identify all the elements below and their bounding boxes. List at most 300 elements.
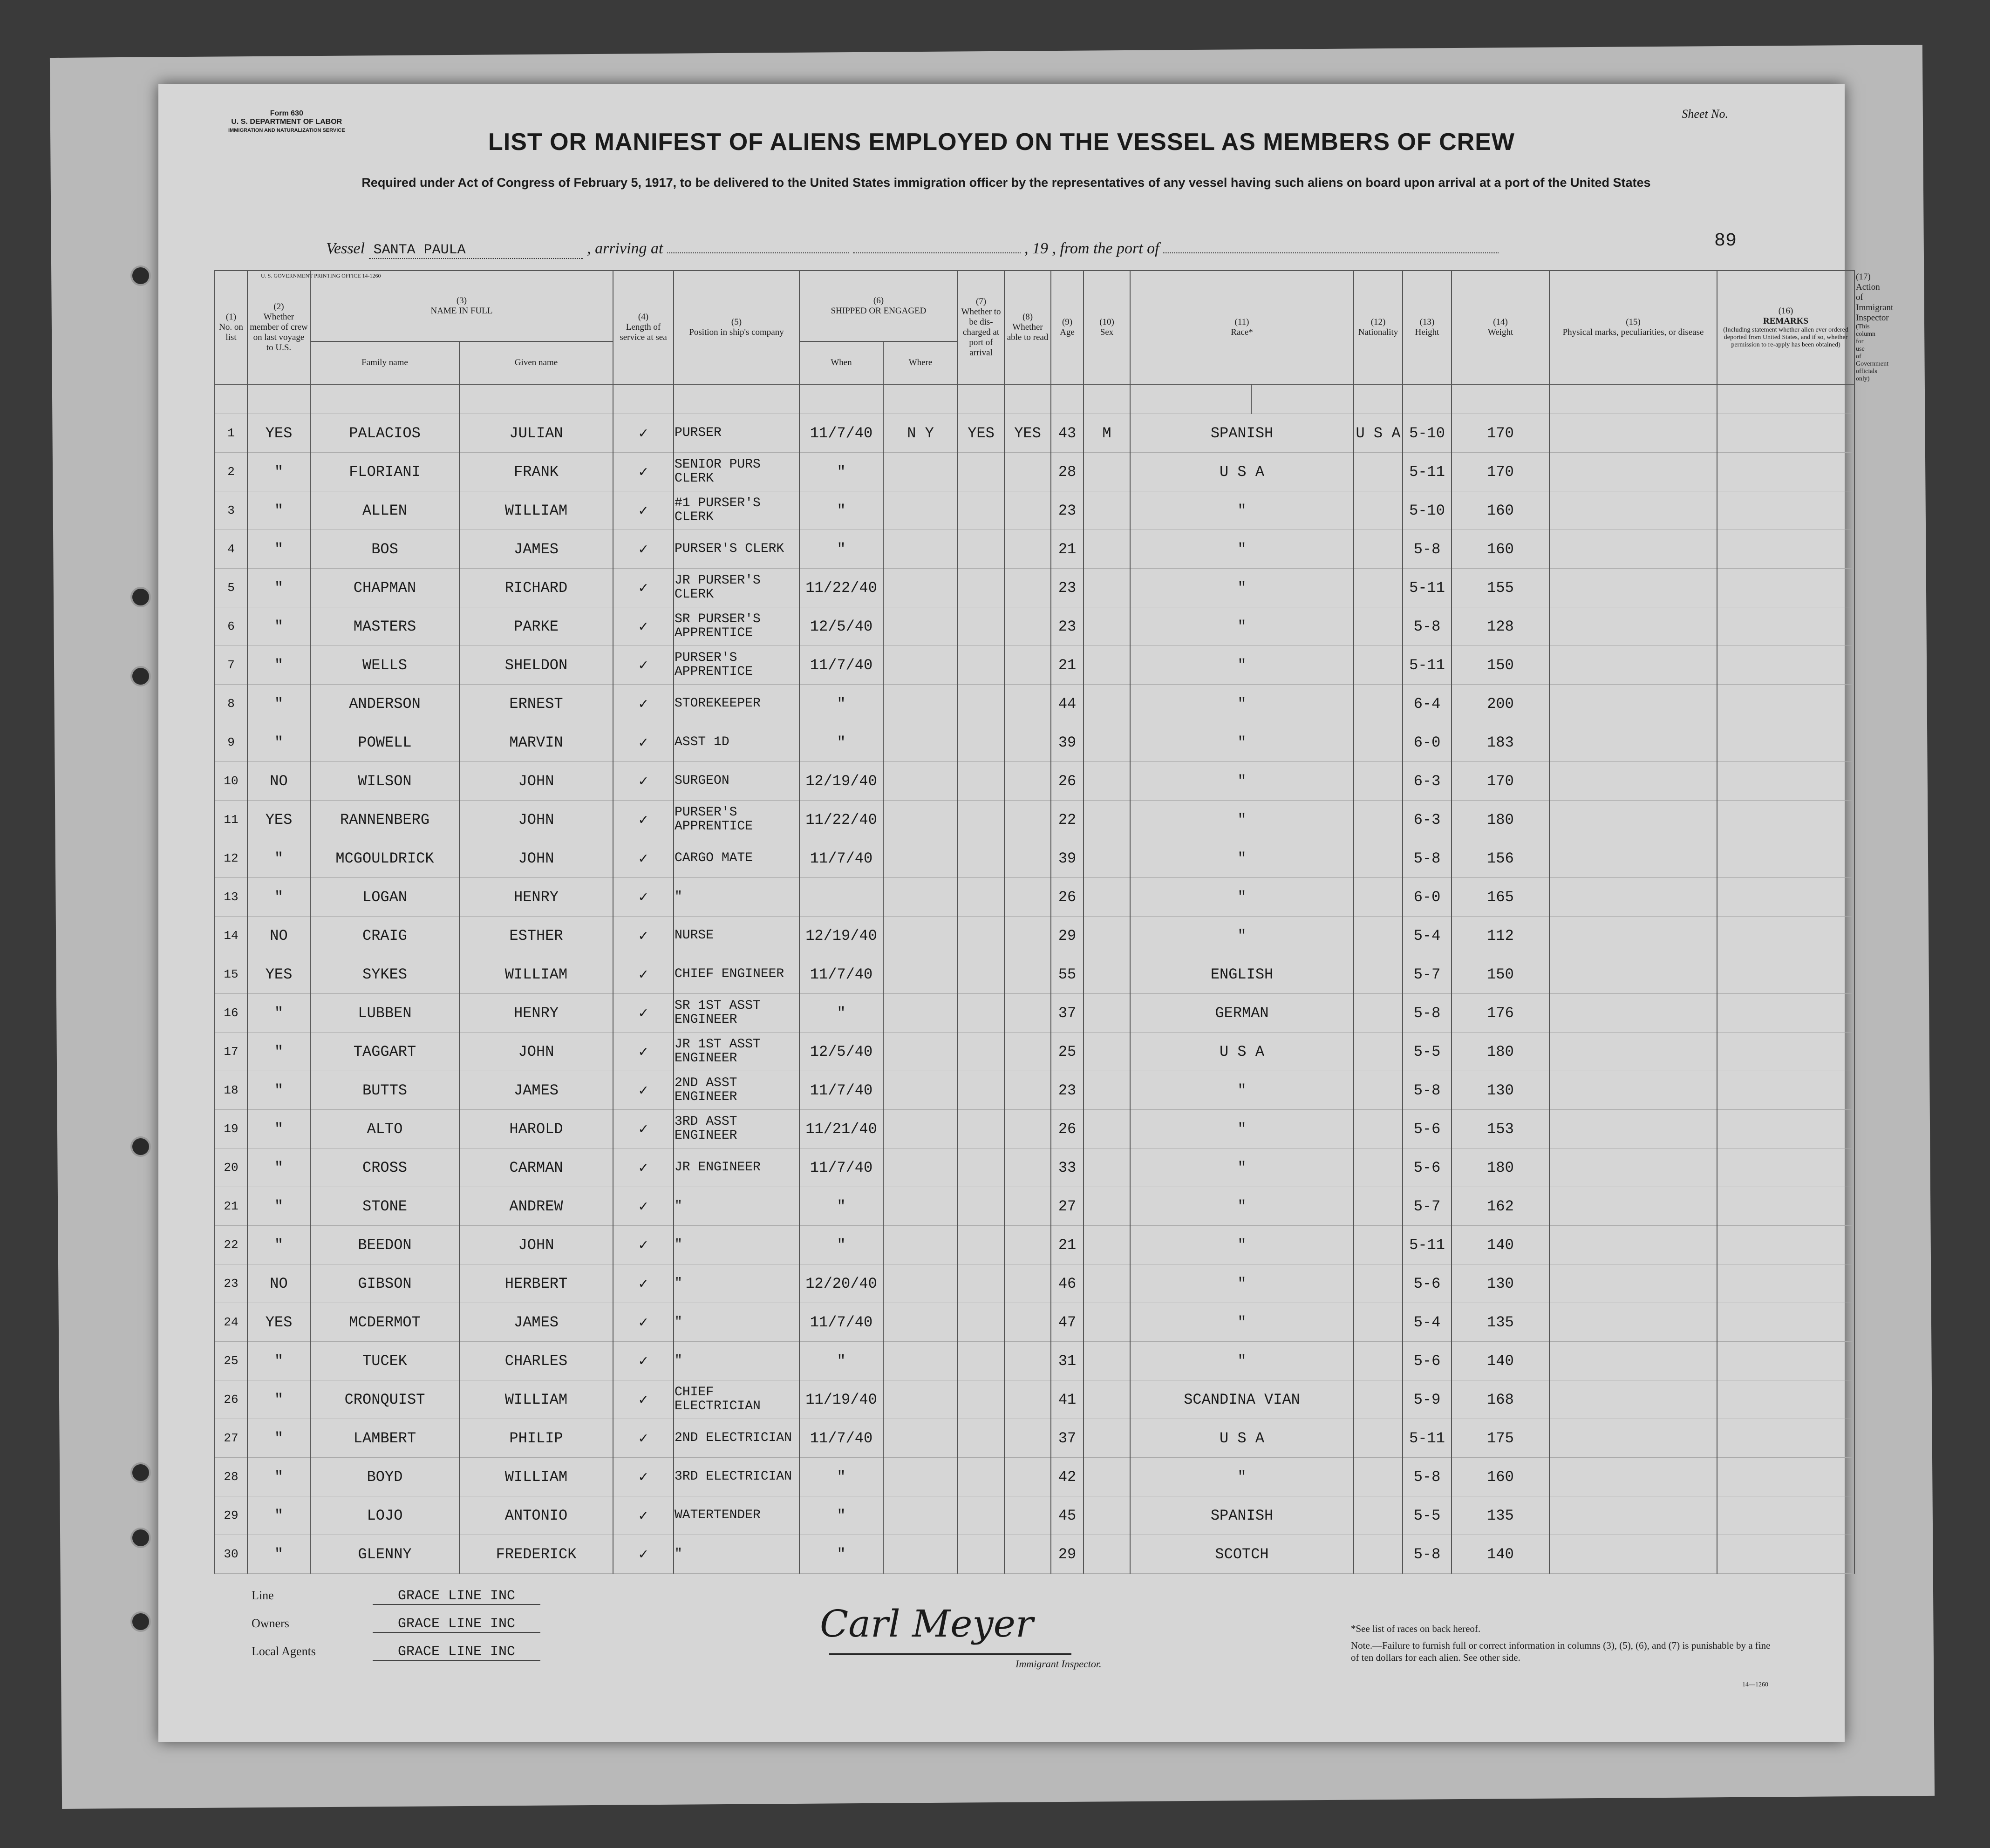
able-to-read — [1004, 1380, 1051, 1419]
age: 37 — [1051, 994, 1084, 1033]
col-num: (4) — [638, 312, 649, 322]
family-name: SYKES — [310, 955, 459, 994]
remarks — [1717, 917, 1854, 955]
sheet-number: 89 — [1714, 231, 1737, 251]
able-to-read — [1004, 1535, 1051, 1574]
races-note: *See list of races on back hereof. — [1351, 1623, 1481, 1634]
crew-member-last-voyage: " — [247, 1071, 310, 1110]
footer-owners-row — [252, 1616, 540, 1633]
table-row — [215, 414, 1854, 453]
position: CHIEF ENGINEER — [674, 955, 799, 994]
shipped-when: " — [799, 1187, 883, 1226]
age: 23 — [1051, 569, 1084, 607]
remarks — [1717, 1535, 1854, 1574]
service-check-icon: ✓ — [613, 414, 674, 453]
row-number: 21 — [215, 1187, 247, 1226]
shipped-when: 11/7/40 — [799, 955, 883, 994]
col-num: (7) — [975, 297, 987, 306]
crew-member-last-voyage: " — [247, 569, 310, 607]
col-num: (6) — [873, 296, 884, 306]
weight: 170 — [1452, 762, 1549, 801]
row-number: 15 — [215, 955, 247, 994]
sex — [1084, 1419, 1130, 1458]
table-row — [215, 1303, 1854, 1342]
row-number: 10 — [215, 762, 247, 801]
shipped-where — [883, 1458, 958, 1496]
form-code: 14—1260 — [1742, 1681, 1768, 1688]
remarks — [1717, 1342, 1854, 1380]
shipped-when: 11/7/40 — [799, 839, 883, 878]
table-row — [215, 1419, 1854, 1458]
weight: 180 — [1452, 1148, 1549, 1187]
shipped-when: " — [799, 723, 883, 762]
col-num: (15) — [1626, 317, 1641, 327]
table-body — [215, 384, 1854, 1574]
inspector-signature: Carl Meyer — [820, 1602, 1034, 1645]
physical-marks — [1549, 685, 1717, 723]
to-be-discharged — [958, 569, 1004, 607]
table-row — [215, 1071, 1854, 1110]
row-number: 3 — [215, 491, 247, 530]
service-check-icon: ✓ — [613, 1303, 674, 1342]
service-check-icon: ✓ — [613, 723, 674, 762]
physical-marks — [1549, 1033, 1717, 1071]
able-to-read — [1004, 1342, 1051, 1380]
physical-marks — [1549, 917, 1717, 955]
crew-member-last-voyage: YES — [247, 1303, 310, 1342]
sex: M — [1084, 414, 1130, 453]
shipped-when: 11/22/40 — [799, 801, 883, 839]
position: " — [674, 878, 799, 917]
sex — [1084, 1226, 1130, 1264]
given-name: HAROLD — [459, 1110, 613, 1148]
physical-marks — [1549, 1380, 1717, 1419]
height: 5-10 — [1403, 491, 1452, 530]
nationality — [1354, 955, 1403, 994]
family-name: CHAPMAN — [310, 569, 459, 607]
nationality — [1354, 1110, 1403, 1148]
remarks — [1717, 1148, 1854, 1187]
given-name: CARMAN — [459, 1148, 613, 1187]
table-row — [215, 994, 1854, 1033]
crew-member-last-voyage: " — [247, 607, 310, 646]
nationality — [1354, 1535, 1403, 1574]
service-check-icon: ✓ — [613, 1419, 674, 1458]
family-name: TUCEK — [310, 1342, 459, 1380]
nationality — [1354, 1071, 1403, 1110]
height: 6-4 — [1403, 685, 1452, 723]
crew-member-last-voyage: " — [247, 491, 310, 530]
age: 31 — [1051, 1342, 1084, 1380]
crew-member-last-voyage: NO — [247, 1264, 310, 1303]
shipped-where — [883, 1033, 958, 1071]
race: " — [1130, 723, 1354, 762]
race: " — [1130, 685, 1354, 723]
weight: 140 — [1452, 1342, 1549, 1380]
sex — [1084, 955, 1130, 994]
family-name: LAMBERT — [310, 1419, 459, 1458]
table-row — [215, 1033, 1854, 1071]
crew-member-last-voyage: NO — [247, 762, 310, 801]
physical-marks — [1549, 1535, 1717, 1574]
shipped-when: 11/19/40 — [799, 1380, 883, 1419]
col-num: (14) — [1493, 317, 1508, 327]
physical-marks — [1549, 1264, 1717, 1303]
able-to-read — [1004, 878, 1051, 917]
form-service: IMMIGRATION AND NATURALIZATION SERVICE — [228, 128, 345, 133]
service-check-icon: ✓ — [613, 491, 674, 530]
shipped-where — [883, 607, 958, 646]
shipped-where — [883, 723, 958, 762]
service-check-icon: ✓ — [613, 1226, 674, 1264]
table-header — [215, 271, 1854, 384]
sex — [1084, 801, 1130, 839]
physical-marks — [1549, 801, 1717, 839]
family-name: BEEDON — [310, 1226, 459, 1264]
height: 5-8 — [1403, 530, 1452, 569]
to-be-discharged — [958, 1535, 1004, 1574]
table-row — [215, 685, 1854, 723]
binder-hole-icon — [130, 1462, 151, 1483]
physical-marks — [1549, 839, 1717, 878]
physical-marks — [1549, 762, 1717, 801]
service-check-icon: ✓ — [613, 1033, 674, 1071]
given-name: MARVIN — [459, 723, 613, 762]
physical-marks — [1549, 723, 1717, 762]
shipped-when: " — [799, 453, 883, 491]
row-number: 5 — [215, 569, 247, 607]
weight: 168 — [1452, 1380, 1549, 1419]
physical-marks — [1549, 1071, 1717, 1110]
service-check-icon: ✓ — [613, 994, 674, 1033]
age: 29 — [1051, 917, 1084, 955]
to-be-discharged — [958, 1458, 1004, 1496]
shipped-where — [883, 1496, 958, 1535]
family-name: CROSS — [310, 1148, 459, 1187]
age: 26 — [1051, 878, 1084, 917]
from-port-blank — [1163, 252, 1499, 253]
row-number: 14 — [215, 917, 247, 955]
crew-member-last-voyage: " — [247, 723, 310, 762]
race: SCANDINA VIAN — [1130, 1380, 1354, 1419]
remarks — [1717, 1419, 1854, 1458]
position: NURSE — [674, 917, 799, 955]
able-to-read — [1004, 1496, 1051, 1535]
row-number: 8 — [215, 685, 247, 723]
able-to-read — [1004, 1419, 1051, 1458]
col-label: Height — [1415, 327, 1439, 337]
crew-member-last-voyage: " — [247, 1187, 310, 1226]
sex — [1084, 685, 1130, 723]
sex — [1084, 530, 1130, 569]
form-number: Form 630 — [270, 109, 303, 117]
to-be-discharged — [958, 1419, 1004, 1458]
spacer-row — [215, 384, 1854, 414]
remarks — [1717, 1071, 1854, 1110]
sex — [1084, 1342, 1130, 1380]
nationality — [1354, 491, 1403, 530]
table-row — [215, 839, 1854, 878]
able-to-read — [1004, 491, 1051, 530]
year-label: , 19 — [1024, 240, 1048, 257]
shipped-when: 11/7/40 — [799, 1303, 883, 1342]
weight: 170 — [1452, 414, 1549, 453]
shipped-when: " — [799, 1535, 883, 1574]
physical-marks — [1549, 1226, 1717, 1264]
gpo-imprint: U. S. GOVERNMENT PRINTING OFFICE 14-1260 — [261, 272, 381, 279]
row-number: 13 — [215, 878, 247, 917]
given-name: JAMES — [459, 530, 613, 569]
crew-member-last-voyage: " — [247, 839, 310, 878]
physical-marks — [1549, 1342, 1717, 1380]
weight: 160 — [1452, 491, 1549, 530]
weight: 130 — [1452, 1071, 1549, 1110]
crew-member-last-voyage: YES — [247, 414, 310, 453]
physical-marks — [1549, 569, 1717, 607]
given-name: HENRY — [459, 994, 613, 1033]
physical-marks — [1549, 1110, 1717, 1148]
position: #1 PURSER'S CLERK — [674, 491, 799, 530]
row-number: 25 — [215, 1342, 247, 1380]
race: U S A — [1130, 1033, 1354, 1071]
nationality — [1354, 530, 1403, 569]
sex — [1084, 994, 1130, 1033]
family-name: MCGOULDRICK — [310, 839, 459, 878]
service-check-icon: ✓ — [613, 607, 674, 646]
given-name: SHELDON — [459, 646, 613, 685]
family-name: CRAIG — [310, 917, 459, 955]
height: 5-9 — [1403, 1380, 1452, 1419]
position: JR ENGINEER — [674, 1148, 799, 1187]
height: 5-8 — [1403, 1535, 1452, 1574]
table-row — [215, 1264, 1854, 1303]
height: 5-5 — [1403, 1496, 1452, 1535]
to-be-discharged — [958, 1187, 1004, 1226]
col-num: (8) — [1022, 312, 1033, 322]
physical-marks — [1549, 1187, 1717, 1226]
table-row — [215, 1535, 1854, 1574]
shipped-where — [883, 1148, 958, 1187]
shipped-when: 11/7/40 — [799, 646, 883, 685]
col-sublabel: (Including statement whether alien ever ordered deported from United States, and if so, whether permission to re-apply has been obtained) — [1723, 326, 1848, 348]
sex — [1084, 839, 1130, 878]
family-name: CRONQUIST — [310, 1380, 459, 1419]
col-num: (10) — [1099, 317, 1114, 327]
height: 5-7 — [1403, 955, 1452, 994]
to-be-discharged — [958, 1033, 1004, 1071]
position: 3RD ELECTRICIAN — [674, 1458, 799, 1496]
given-name: JULIAN — [459, 414, 613, 453]
nationality — [1354, 723, 1403, 762]
owners-value: GRACE LINE INC — [373, 1616, 540, 1633]
to-be-discharged — [958, 1071, 1004, 1110]
age: 27 — [1051, 1187, 1084, 1226]
service-check-icon: ✓ — [613, 762, 674, 801]
col-num: (13) — [1419, 317, 1435, 327]
to-be-discharged — [958, 801, 1004, 839]
service-check-icon: ✓ — [613, 878, 674, 917]
table-row — [215, 723, 1854, 762]
position: WATERTENDER — [674, 1496, 799, 1535]
age: 39 — [1051, 723, 1084, 762]
able-to-read — [1004, 1226, 1051, 1264]
crew-member-last-voyage: " — [247, 1110, 310, 1148]
physical-marks — [1549, 994, 1717, 1033]
age: 21 — [1051, 646, 1084, 685]
crew-member-last-voyage: " — [247, 1380, 310, 1419]
position: CHIEF ELECTRICIAN — [674, 1380, 799, 1419]
service-check-icon: ✓ — [613, 1187, 674, 1226]
race: ENGLISH — [1130, 955, 1354, 994]
line-value: GRACE LINE INC — [373, 1588, 540, 1605]
service-check-icon: ✓ — [613, 1380, 674, 1419]
remarks — [1717, 723, 1854, 762]
col-label: No. on list — [219, 322, 243, 342]
table-row — [215, 762, 1854, 801]
service-check-icon: ✓ — [613, 1496, 674, 1535]
col-label: Nationality — [1358, 327, 1398, 337]
col-label: Age — [1060, 327, 1075, 337]
crew-member-last-voyage: YES — [247, 955, 310, 994]
given-name: JOHN — [459, 1033, 613, 1071]
service-check-icon: ✓ — [613, 955, 674, 994]
row-number: 22 — [215, 1226, 247, 1264]
binder-hole-icon — [130, 1611, 151, 1632]
given-name: WILLIAM — [459, 1380, 613, 1419]
to-be-discharged — [958, 1110, 1004, 1148]
family-name: ALTO — [310, 1110, 459, 1148]
service-check-icon: ✓ — [613, 1458, 674, 1496]
family-name: LUBBEN — [310, 994, 459, 1033]
height: 5-8 — [1403, 1071, 1452, 1110]
physical-marks — [1549, 1303, 1717, 1342]
nationality — [1354, 1264, 1403, 1303]
col-when: When — [799, 341, 883, 384]
footer-agents-row — [252, 1644, 540, 1661]
physical-marks — [1549, 646, 1717, 685]
to-be-discharged — [958, 1148, 1004, 1187]
remarks — [1717, 414, 1854, 453]
height: 5-11 — [1403, 569, 1452, 607]
able-to-read — [1004, 1071, 1051, 1110]
to-be-discharged — [958, 839, 1004, 878]
sex — [1084, 1264, 1130, 1303]
weight: 175 — [1452, 1419, 1549, 1458]
remarks — [1717, 801, 1854, 839]
binder-hole-icon — [130, 265, 151, 286]
able-to-read — [1004, 1303, 1051, 1342]
shipped-where — [883, 569, 958, 607]
shipped-when — [799, 878, 883, 917]
col-family-name: Family name — [310, 341, 459, 384]
remarks — [1717, 1458, 1854, 1496]
race: " — [1130, 1148, 1354, 1187]
row-number: 29 — [215, 1496, 247, 1535]
age: 26 — [1051, 762, 1084, 801]
sex — [1084, 1071, 1130, 1110]
position: 2ND ELECTRICIAN — [674, 1419, 799, 1458]
shipped-where — [883, 1303, 958, 1342]
table-row — [215, 1342, 1854, 1380]
shipped-where — [883, 530, 958, 569]
crew-member-last-voyage: " — [247, 453, 310, 491]
col-label: Sex — [1100, 327, 1114, 337]
nationality — [1354, 1033, 1403, 1071]
age: 42 — [1051, 1458, 1084, 1496]
nationality — [1354, 878, 1403, 917]
date-blank — [853, 252, 1021, 253]
shipped-where — [883, 839, 958, 878]
able-to-read — [1004, 917, 1051, 955]
shipped-where — [883, 801, 958, 839]
footer-line-row — [252, 1588, 540, 1605]
position: PURSER'S APPRENTICE — [674, 646, 799, 685]
col-label: Whether member of crew on last voyage to U.S. — [250, 312, 308, 353]
shipped-when: " — [799, 491, 883, 530]
service-check-icon: ✓ — [613, 839, 674, 878]
nationality — [1354, 1342, 1403, 1380]
weight: 170 — [1452, 453, 1549, 491]
shipped-when: " — [799, 1342, 883, 1380]
col-label: Weight — [1487, 327, 1513, 337]
able-to-read — [1004, 685, 1051, 723]
race: " — [1130, 878, 1354, 917]
race: " — [1130, 839, 1354, 878]
row-number: 16 — [215, 994, 247, 1033]
height: 5-5 — [1403, 1033, 1452, 1071]
nationality — [1354, 607, 1403, 646]
sex — [1084, 1496, 1130, 1535]
crew-member-last-voyage: " — [247, 530, 310, 569]
table-row — [215, 1458, 1854, 1496]
height: 5-6 — [1403, 1148, 1452, 1187]
able-to-read — [1004, 801, 1051, 839]
table-row — [215, 453, 1854, 491]
col-num: (1) — [225, 312, 237, 322]
remarks — [1717, 839, 1854, 878]
sheet-no-label: Sheet No. — [1682, 107, 1728, 121]
sex — [1084, 878, 1130, 917]
form-department: U. S. DEPARTMENT OF LABOR — [231, 118, 342, 126]
family-name: LOGAN — [310, 878, 459, 917]
penalty-note: Note.—Failure to furnish full or correct information in columns (3), (5), (6), and (7) is punishable by a fine of ten dollars for each alien. See other side. — [1351, 1640, 1771, 1663]
crew-member-last-voyage: YES — [247, 801, 310, 839]
crew-member-last-voyage: " — [247, 646, 310, 685]
crew-member-last-voyage: " — [247, 685, 310, 723]
table-row — [215, 1148, 1854, 1187]
weight: 160 — [1452, 530, 1549, 569]
position: " — [674, 1226, 799, 1264]
arriving-label: , arriving at — [587, 240, 663, 257]
col-num: (9) — [1062, 317, 1073, 327]
sex — [1084, 1380, 1130, 1419]
age: 46 — [1051, 1264, 1084, 1303]
shipped-when: 12/19/40 — [799, 762, 883, 801]
sex — [1084, 607, 1130, 646]
to-be-discharged — [958, 1342, 1004, 1380]
race: " — [1130, 1071, 1354, 1110]
shipped-where: N Y — [883, 414, 958, 453]
position: CARGO MATE — [674, 839, 799, 878]
race: " — [1130, 1264, 1354, 1303]
able-to-read — [1004, 723, 1051, 762]
remarks — [1717, 530, 1854, 569]
table-row — [215, 955, 1854, 994]
line-label: Line — [252, 1589, 274, 1602]
height: 5-11 — [1403, 1419, 1452, 1458]
shipped-when: 12/5/40 — [799, 607, 883, 646]
shipped-where — [883, 955, 958, 994]
